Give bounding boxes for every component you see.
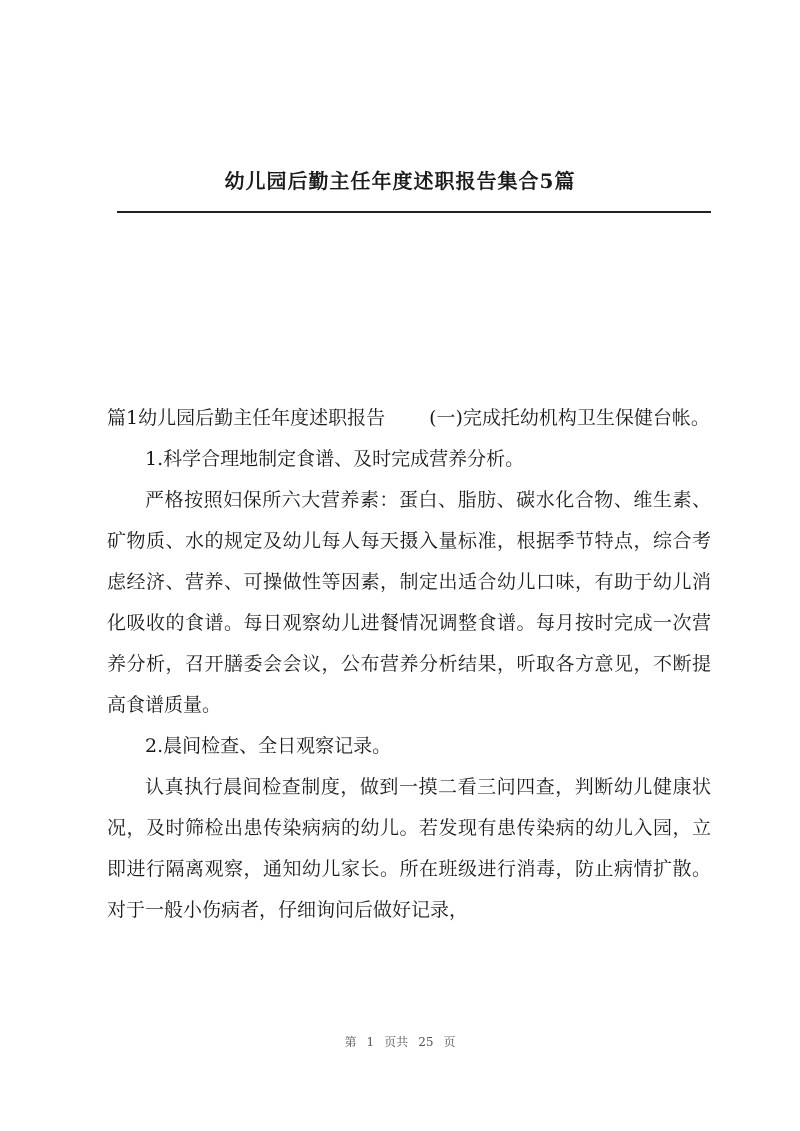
subheading-2: 2.晨间检查、全日观察记录。 xyxy=(145,735,392,757)
section-heading: (一)完成托幼机构卫生保健台帐。 xyxy=(429,407,710,429)
footer-current-page: 1 xyxy=(366,1035,375,1049)
footer-label-pages: 页 xyxy=(443,1035,456,1049)
subheading-1: 1.科学合理地制定食谱、及时完成营养分析。 xyxy=(145,448,525,470)
footer-total-pages: 25 xyxy=(418,1035,434,1049)
footer-label-of: 页共 xyxy=(384,1035,409,1049)
document-body xyxy=(107,398,711,931)
intro-paragraph xyxy=(107,398,711,439)
footer-label-page: 第 xyxy=(344,1035,357,1049)
paragraph-1: 严格按照妇保所六大营养素：蛋白、脂肪、碳水化合物、维生素、矿物质、水的规定及幼儿每人每天摄入量标准，根据季节特点，综合考虑经济、营养、可操做性等因素，制定出适合幼儿口味，有助于幼儿消化吸收的食谱。每日观察幼儿进餐情况调整食谱。每月按时完成一次营养分析，召开膳委会会议，公布营养分析结果，听取各方意见，不断提高食谱质量。 xyxy=(107,489,711,716)
page-footer xyxy=(0,1033,800,1050)
paragraph-2: 认真执行晨间检查制度，做到一摸二看三问四查，判断幼儿健康状况，及时筛检出患传染病病的幼儿。若发现有患传染病的幼儿入园，立即进行隔离观察，通知幼儿家长。所在班级进行消毒，防止病情扩散。对于一般小伤病者，仔细询问后做好记录， xyxy=(107,776,711,921)
report-heading: 篇1幼儿园后勤主任年度述职报告 xyxy=(107,407,386,429)
document-title: 幼儿园后勤主任年度述职报告集合5篇 xyxy=(224,169,576,193)
title-divider xyxy=(117,211,711,213)
